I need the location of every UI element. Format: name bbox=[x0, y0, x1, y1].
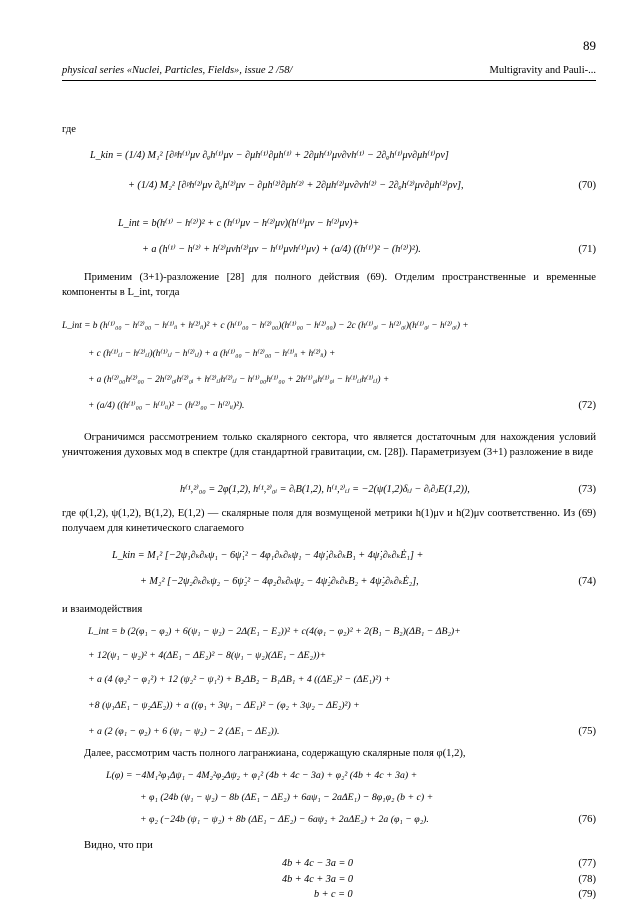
equation-72-line-4: + (a/4) ((h⁽¹⁾₀₀ − h⁽¹⁾ᵢᵢ)² − (h⁽²⁾₀₀ − h⁽²⁾ᵢᵢ)²). bbox=[88, 401, 245, 411]
running-header bbox=[62, 65, 596, 76]
equation-75-line-3: + a (4 (φ₂² − φ₁²) + 12 (ψ₂² − ψ₁²) + B₂ΔB₂ − B₁ΔB₁ + 4 ((ΔE₂)² − (ΔE₁)²) + bbox=[88, 674, 391, 685]
header-journal: physical series «Nuclei, Particles, Fields», issue 2 /58/ bbox=[62, 65, 293, 76]
equation-number-77: (77) bbox=[578, 858, 596, 869]
paragraph-seen: Видно, что при bbox=[84, 840, 153, 851]
equation-70-line-2: + (1/4) M₂² [∂ᵖh⁽²⁾μν ∂ᵨh⁽²⁾μν − ∂μh⁽²⁾∂μh⁽²⁾ + 2∂μh⁽²⁾μν∂νh⁽²⁾ − 2∂ᵨh⁽²⁾μν∂μh⁽²⁾ρν], bbox=[128, 180, 464, 191]
paragraph-apply-decomposition: Применим (3+1)-разложение [28] для полного действия (69). Отделим пространственные и временные компоненты в L_int, тогда bbox=[62, 272, 596, 298]
header-title: Multigravity and Pauli-... bbox=[489, 65, 596, 76]
page-number: 89 bbox=[583, 38, 596, 53]
equation-76-line-3: + φ₂ (−24b (ψ₁ − ψ₂) + 8b (ΔE₁ − ΔE₂) − 6aψ₂ + 2aΔE₂) + 2a (φ₁ − φ₂). bbox=[140, 814, 429, 825]
equation-76-line-2: + φ₁ (24b (ψ₁ − ψ₂) − 8b (ΔE₁ − ΔE₂) + 6aψ₁ − 2aΔE₁) − 8φ₁φ₂ (b + c) + bbox=[140, 792, 434, 803]
paragraph-scalar-fields: где φ(1,2), ψ(1,2), B(1,2), E(1,2) — скалярные поля для возмущеной метрики h(1)μν и h(2)μν соответственно. Из (69) получаем для кинетического слагаемого bbox=[62, 508, 596, 534]
equation-number-71: (71) bbox=[578, 244, 596, 255]
equation-number-76: (76) bbox=[578, 814, 596, 825]
equation-number-72: (72) bbox=[578, 400, 596, 411]
equation-74-line-2: + M₂² [−2ψ₂∂ₖ∂ₖψ₂ − 6ψ̇₂² − 4φ₂∂ₖ∂ₖψ₂ − 4ψ̇₂∂ₖ∂ₖB₂ + 4ψ̇₂∂ₖ∂ₖĖ₂], bbox=[140, 576, 419, 587]
equation-79: b + c = 0 bbox=[314, 889, 353, 900]
equation-number-75: (75) bbox=[578, 726, 596, 737]
equation-72-line-1: L_int = b (h⁽¹⁾₀₀ − h⁽²⁾₀₀ − h⁽¹⁾ᵢᵢ + h⁽²⁾ᵢᵢ)² + c (h⁽¹⁾₀₀ − h⁽²⁾₀₀)(h⁽¹⁾₀₀ − h⁽²⁾₀₀) − 2c (h⁽¹⁾₀ᵢ − h⁽²⁾₀ᵢ)(h⁽¹⁾₀ᵢ − h⁽²⁾₀ᵢ) + bbox=[62, 321, 469, 331]
header-rule bbox=[62, 80, 596, 81]
equation-number-70: (70) bbox=[578, 180, 596, 191]
equation-75-line-5: + a (2 (φ₁ − φ₂) + 6 (ψ₁ − ψ₂) − 2 (ΔE₁ − ΔE₂)). bbox=[88, 726, 280, 737]
equation-75-line-2: + 12(ψ₁ − ψ₂)² + 4(ΔE₁ − ΔE₂)² − 8(ψ₁ − ψ₂)(ΔE₁ − ΔE₂))+ bbox=[88, 650, 327, 661]
equation-76-line-1: L(φ) = −4M₁²φ₁Δψ₁ − 4M₂²φ₂Δψ₂ + φ₁² (4b + 4c − 3a) + φ₂² (4b + 4c + 3a) + bbox=[106, 770, 418, 781]
equation-number-74: (74) bbox=[578, 576, 596, 587]
equation-73: h⁽¹,²⁾₀₀ = 2φ(1,2), h⁽¹,²⁾₀ᵢ = ∂ᵢB(1,2), h⁽¹,²⁾ᵢⱼ = −2(ψ(1,2)δᵢⱼ − ∂ᵢ∂ⱼE(1,2)), bbox=[180, 484, 470, 495]
paragraph-restrict-scalar-sector: Ограничимся рассмотрением только скалярного сектора, что является достаточным для нахождения условий уничтожения духовых мод в спектре (для стандартной гравитации, см. [28]). Параметризуем (3+1) разложение в виде bbox=[62, 432, 596, 458]
equation-75-line-1: L_int = b (2(φ₁ − φ₂) + 6(ψ₁ − ψ₂) − 2Δ(E₁ − E₂))² + c(4(φ₁ − φ₂)² + 2(B₁ − B₂)(ΔB₁ − ΔB₂)+ bbox=[88, 626, 461, 637]
equation-77: 4b + 4c − 3a = 0 bbox=[282, 858, 353, 869]
equation-74-line-1: L_kin = M₁² [−2ψ₁∂ₖ∂ₖψ₁ − 6ψ̇₁² − 4φ₁∂ₖ∂ₖψ₁ − 4ψ̇₁∂ₖ∂ₖB₁ + 4ψ̇₁∂ₖ∂ₖĖ₁] + bbox=[112, 550, 424, 561]
equation-70-line-1: L_kin = (1/4) M₁² [∂ᵖh⁽¹⁾μν ∂ᵨh⁽¹⁾μν − ∂μh⁽¹⁾∂μh⁽¹⁾ + 2∂μh⁽¹⁾μν∂νh⁽¹⁾ − 2∂ᵨh⁽¹⁾μν∂μh⁽¹⁾ρν] bbox=[90, 150, 449, 161]
equation-71-line-1: L_int = b(h⁽¹⁾ − h⁽²⁾)² + c (h⁽¹⁾μν − h⁽²⁾μν)(h⁽¹⁾μν − h⁽²⁾μν)+ bbox=[118, 218, 360, 229]
paragraph-further-lagrangian: Далее, рассмотрим часть полного лагранжиана, содержащую скалярные поля φ(1,2), bbox=[84, 748, 466, 759]
paragraph-gde: где bbox=[62, 124, 76, 135]
equation-71-line-2: + a (h⁽¹⁾ − h⁽²⁾ + h⁽²⁾μνh⁽²⁾μν − h⁽¹⁾μνh⁽¹⁾μν) + (a/4) ((h⁽¹⁾)² − (h⁽²⁾)²). bbox=[142, 244, 421, 255]
equation-75-line-4: +8 (ψ₁ΔE₁ − ψ₂ΔE₂)) + a ((φ₁ + 3ψ₁ − ΔE₁)² − (φ₂ + 3ψ₂ − ΔE₂)²) + bbox=[88, 700, 360, 711]
equation-72-line-2: + c (h⁽¹⁾ᵢⱼ − h⁽²⁾ᵢⱼ)(h⁽¹⁾ᵢⱼ − h⁽²⁾ᵢⱼ) + a (h⁽¹⁾₀₀ − h⁽²⁾₀₀ − h⁽¹⁾ᵢᵢ + h⁽²⁾ᵢᵢ) + bbox=[88, 349, 336, 359]
equation-number-73: (73) bbox=[578, 484, 596, 495]
paragraph-interaction: и взаимодействия bbox=[62, 604, 143, 615]
equation-number-79: (79) bbox=[578, 889, 596, 900]
equation-72-line-3: + a (h⁽²⁾₀₀h⁽²⁾₀₀ − 2h⁽²⁾₀ᵢh⁽²⁾₀ᵢ + h⁽²⁾ᵢⱼh⁽²⁾ᵢⱼ − h⁽¹⁾₀₀h⁽¹⁾₀₀ + 2h⁽¹⁾₀ᵢh⁽¹⁾₀ᵢ − h⁽¹⁾ᵢⱼh⁽¹⁾ᵢⱼ) + bbox=[88, 375, 390, 385]
equation-78: 4b + 4c + 3a = 0 bbox=[282, 874, 353, 885]
equation-number-78: (78) bbox=[578, 874, 596, 885]
